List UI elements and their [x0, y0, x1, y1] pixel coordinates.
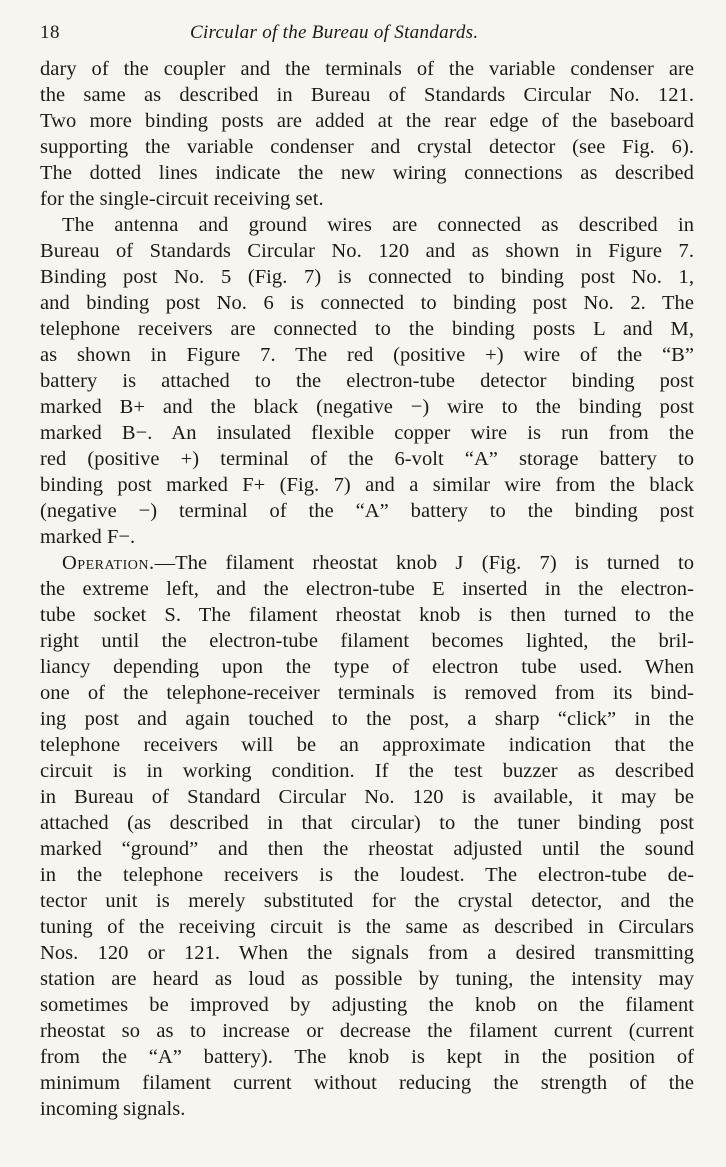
text-line: attached (as described in that circular) to the tuner binding post [40, 812, 694, 834]
section-heading-operation: Operation. [62, 552, 155, 574]
text-line: the extreme left, and the electron-tube E inserted in the electron- [40, 578, 694, 600]
text-line: ing post and again touched to the post, a sharp “click” in the [40, 708, 694, 730]
text-line: supporting the variable condenser and crystal detector (see Fig. 6). [40, 136, 694, 158]
paragraph-wiring [40, 212, 694, 550]
text-line: tector unit is merely substituted for the crystal detector, and the [40, 890, 694, 912]
text-line: (negative −) terminal of the “A” battery to the binding post [40, 500, 694, 522]
text-fragment: —The filament rheostat knob J (Fig. 7) is turned to [154, 552, 694, 574]
text-line: marked “ground” and then the rheostat adjusted until the sound [40, 838, 694, 860]
text-line: marked B+ and the black (negative −) wire to the binding post [40, 396, 694, 418]
text-line: the same as described in Bureau of Standards Circular No. 121. [40, 84, 694, 106]
text-line: Binding post No. 5 (Fig. 7) is connected to binding post No. 1, [40, 266, 694, 288]
text-line: liancy depending upon the type of electron tube used. When [40, 656, 694, 678]
body-text [40, 56, 694, 1122]
text-line: incoming signals. [40, 1098, 186, 1120]
text-line: and binding post No. 6 is connected to binding post No. 2. The [40, 292, 694, 314]
paragraph-operation [40, 550, 694, 1122]
text-line: telephone receivers are connected to the binding posts L and M, [40, 318, 694, 340]
text-line: red (positive +) terminal of the 6-volt “A” storage battery to [40, 448, 694, 470]
text-line: minimum filament current without reducing the strength of the [40, 1072, 694, 1094]
text-line: Two more binding posts are added at the rear edge of the baseboard [40, 110, 694, 132]
text-line: marked F−. [40, 526, 136, 548]
text-line: rheostat so as to increase or decrease the filament current (current [40, 1020, 694, 1042]
text-line: Bureau of Standards Circular No. 120 and as shown in Figure 7. [40, 240, 694, 262]
text-line: telephone receivers will be an approximate indication that the [40, 734, 694, 756]
text-line: dary of the coupler and the terminals of the variable condenser are [40, 58, 694, 80]
text-line: for the single-circuit receiving set. [40, 188, 324, 210]
text-line: one of the telephone-receiver terminals is removed from its bind- [40, 682, 694, 704]
text-line: from the “A” battery). The knob is kept in the position of [40, 1046, 694, 1068]
text-line: marked B−. An insulated flexible copper wire is run from the [40, 422, 694, 444]
paragraph-continuation [40, 56, 694, 212]
text-line: station are heard as loud as possible by tuning, the intensity may [40, 968, 694, 990]
text-line [40, 550, 694, 576]
running-title: Circular of the Bureau of Standards. [190, 22, 479, 43]
text-line: battery is attached to the electron-tube detector binding post [40, 370, 694, 392]
text-line: right until the electron-tube filament becomes lighted, the bril- [40, 630, 694, 652]
text-line: as shown in Figure 7. The red (positive +) wire of the “B” [40, 344, 694, 366]
text-line: Nos. 120 or 121. When the signals from a desired transmitting [40, 942, 694, 964]
text-line: The antenna and ground wires are connected as described in [62, 214, 694, 236]
text-line: in the telephone receivers is the loudest. The electron-tube de- [40, 864, 694, 886]
page-header [40, 22, 694, 56]
text-line: tube socket S. The filament rheostat knob is then turned to the [40, 604, 694, 626]
text-line: tuning of the receiving circuit is the same as described in Circulars [40, 916, 694, 938]
text-line: in Bureau of Standard Circular No. 120 is available, it may be [40, 786, 694, 808]
text-line: circuit is in working condition. If the test buzzer as described [40, 760, 694, 782]
page-number: 18 [40, 22, 60, 43]
text-line: The dotted lines indicate the new wiring connections as described [40, 162, 694, 184]
text-line: binding post marked F+ (Fig. 7) and a similar wire from the black [40, 474, 694, 496]
text-line: sometimes be improved by adjusting the knob on the filament [40, 994, 694, 1016]
